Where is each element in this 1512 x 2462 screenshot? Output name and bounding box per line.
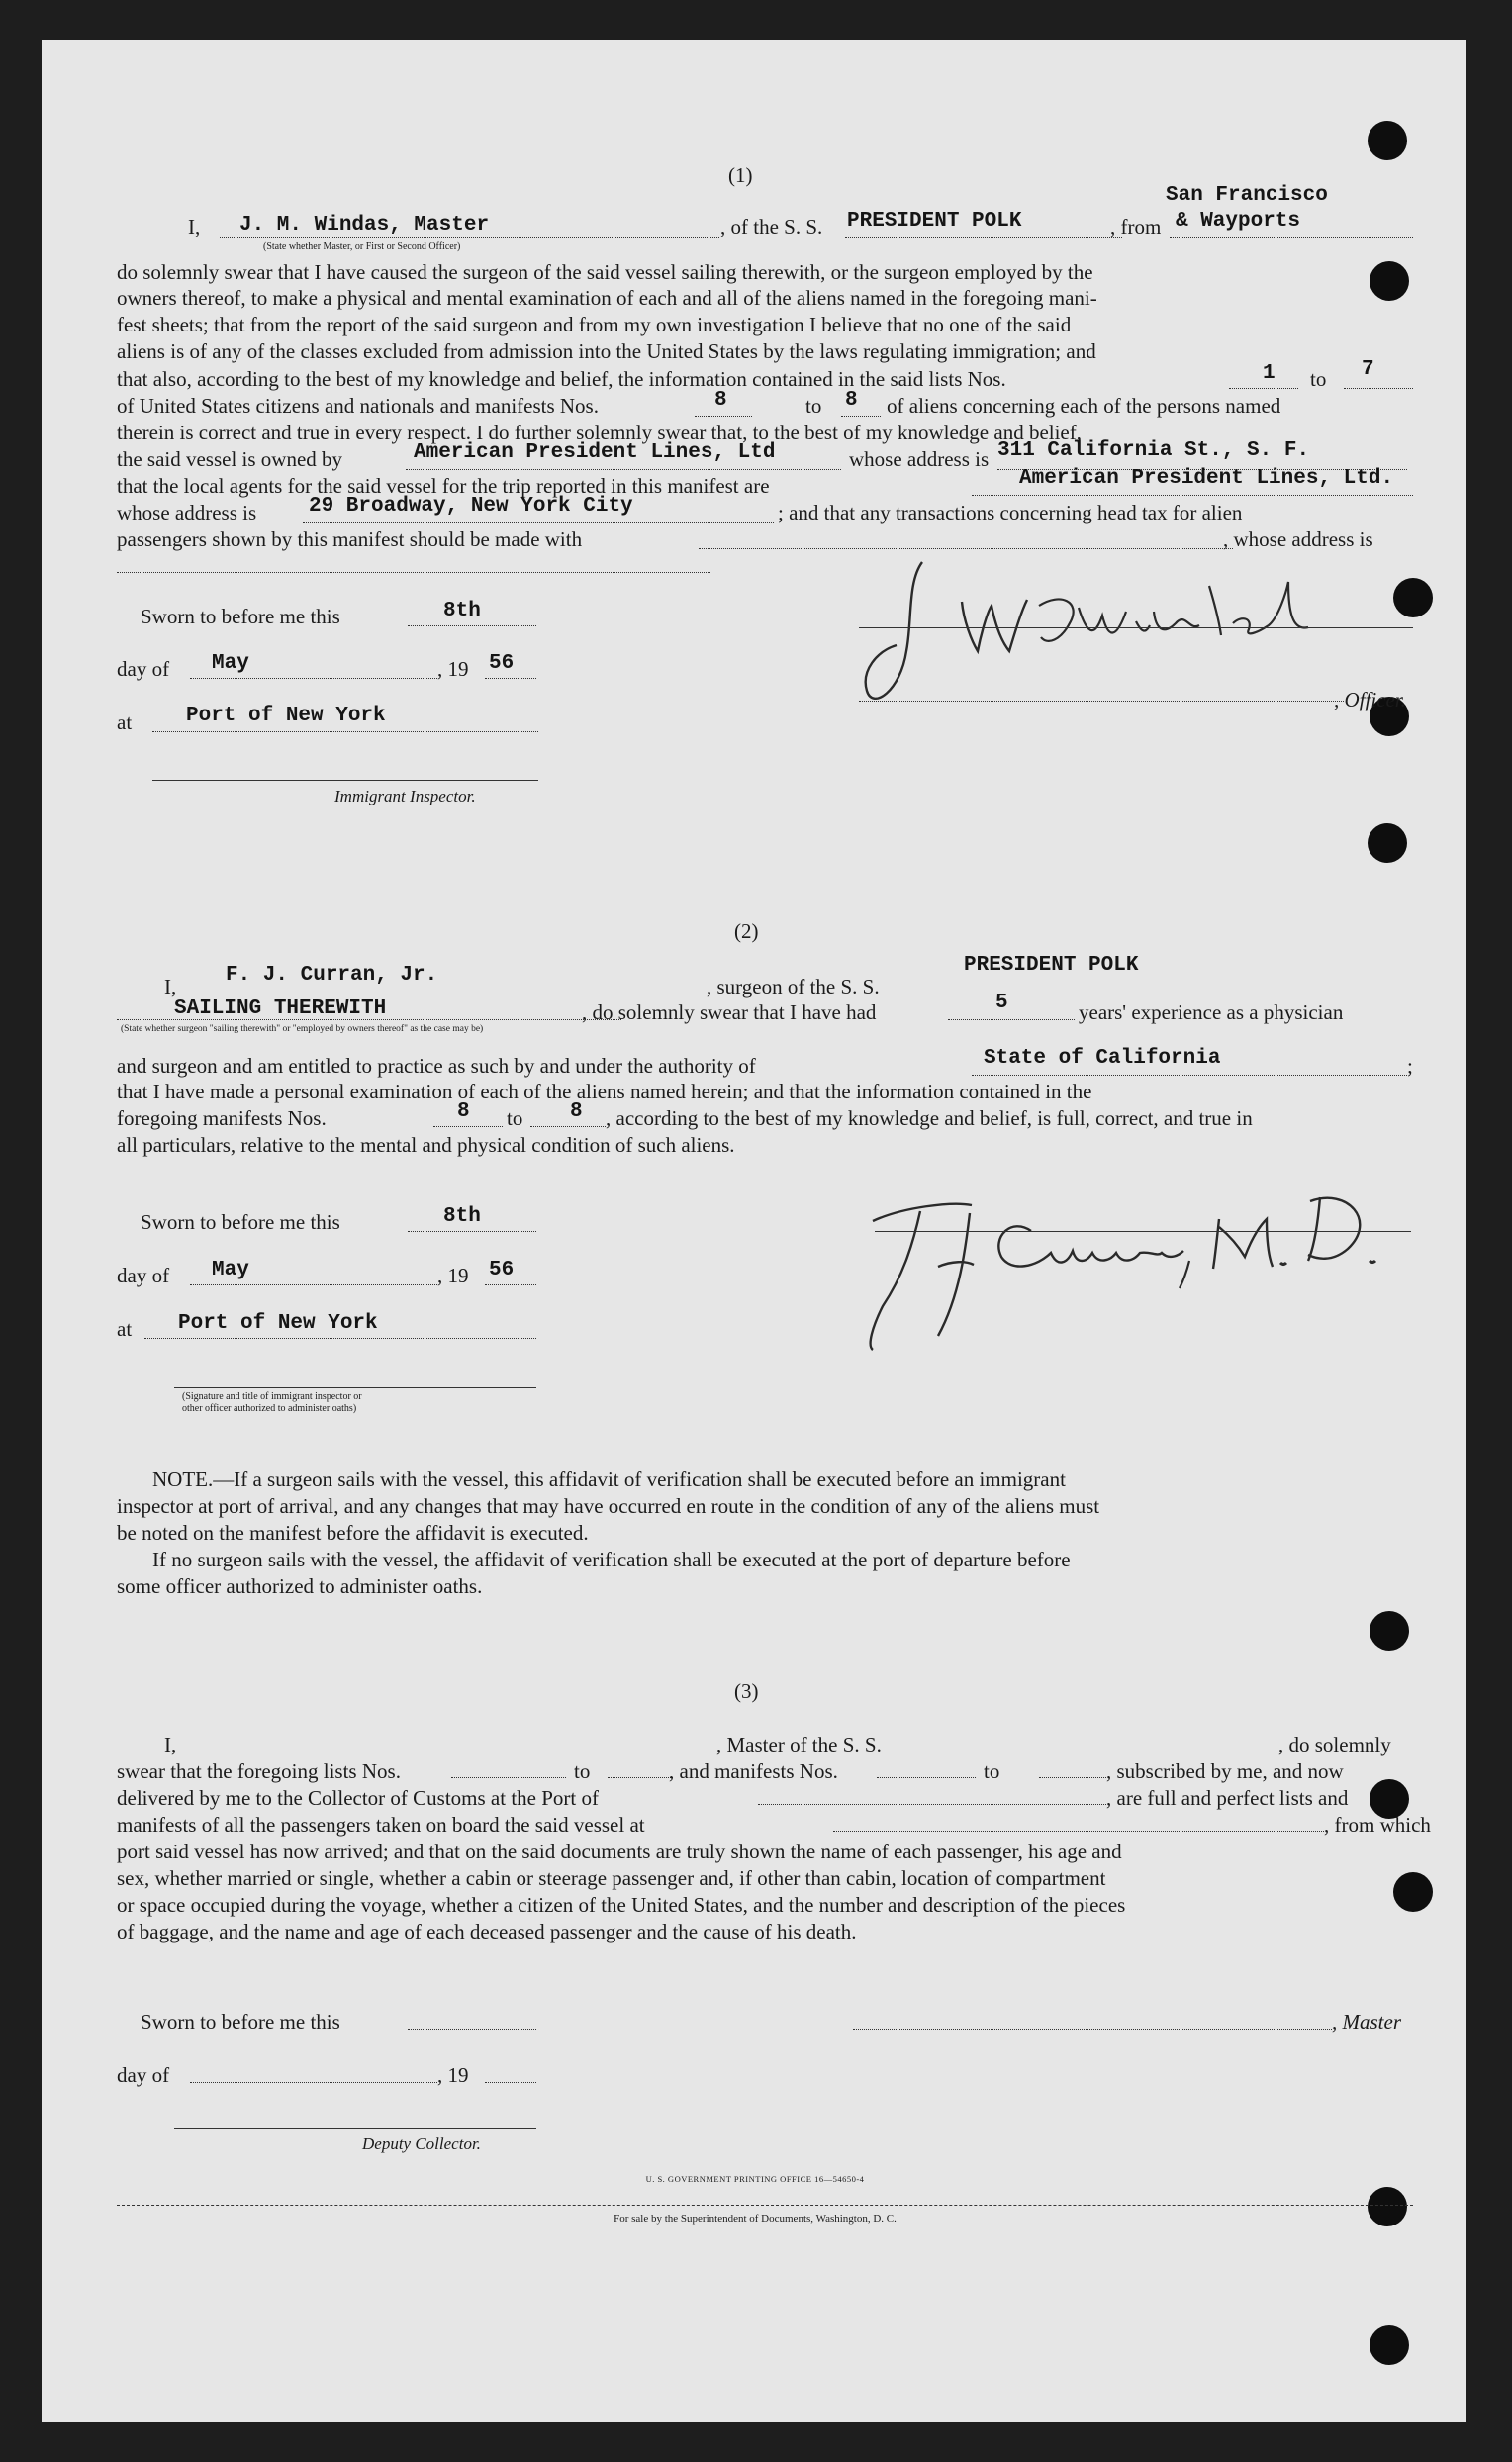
punch-hole [1368,2187,1407,2226]
swear-prefix: I, [188,215,201,238]
note-line: be noted on the manifest before the affidavit is executed. [117,1521,589,1545]
year-prefix: , 19 [437,657,469,681]
list-to: 7 [1362,358,1374,381]
full-lists-label: , are full and perfect lists and [1106,1786,1349,1810]
manifests-label: foregoing manifests Nos. [117,1106,327,1130]
swear-prefix: I, [164,975,177,998]
master-body-line: sex, whether married or single, whether a cabin or steerage passenger and, if other than cabin, location of compartment [117,1866,1106,1890]
to-label: to [574,1759,591,1783]
inspector-label: Immigrant Inspector. [334,787,476,805]
manifests-sentence: of United States citizens and nationals and manifests Nos. [117,394,599,418]
punch-hole [1370,1611,1409,1651]
note-line: some officer authorized to administer oaths. [117,1574,483,1598]
manifests-sentence-end: , according to the best of my knowledge and belief, is full, correct, and true in [606,1106,1253,1130]
head-tax-sentence: ; and that any transactions concerning head tax for alien [778,501,1243,524]
master-body-line: of baggage, and the name and age of each deceased passenger and the cause of his death. [117,1920,857,1943]
signature-hint: (Signature and title of immigrant inspector or [182,1391,362,1402]
vessel-name: PRESIDENT POLK [847,210,1022,233]
year-prefix: , 19 [437,1264,469,1287]
surgeon-body-line: that I have made a personal examination of each of the aliens named herein; and that the information contained in the [117,1080,1092,1103]
manifest-to-s2: 8 [570,1100,583,1123]
semicolon: ; [1407,1054,1413,1078]
port-from-line-2: & Wayports [1176,210,1301,233]
sworn-place: Port of New York [186,705,386,727]
master-body-line: or space occupied during the voyage, whether a citizen of the United States, and the number and description of the pieces [117,1893,1126,1917]
document-page [42,40,1466,2422]
master-label: , Master [1332,2010,1401,2034]
signature-hint: other officer authorized to administer oaths) [182,1403,357,1414]
day-of-label: day of [117,2063,170,2087]
sworn-month: May [212,652,249,675]
sworn-year: 56 [489,652,515,675]
of-the-ss-label: , of the S. S. [720,215,823,238]
section-3-heading: (3) [734,1679,759,1703]
gpo-imprint: U. S. GOVERNMENT PRINTING OFFICE 16—54650-4 [645,2174,865,2184]
master-of-label: , Master of the S. S. [716,1733,882,1756]
punch-hole [1370,2325,1409,2365]
do-swear-label: , do solemnly swear that I have had [582,1000,877,1024]
from-label: , from [1110,215,1162,238]
sworn-label: Sworn to before me this [141,1210,340,1234]
agents-label: that the local agents for the said vessel for the trip reported in this manifest are [117,474,770,498]
collector-label: Deputy Collector. [362,2134,481,2153]
sworn-label: Sworn to before me this [141,2010,340,2034]
affidavit-body-line: fest sheets; that from the report of the said surgeon and from my own investigation I believe that no one of the said [117,313,1072,336]
sworn-day-s2: 8th [443,1205,481,1228]
sailing-hint: (State whether surgeon "sailing therewith" or "employed by owners thereof" as the case may be) [121,1024,484,1034]
note-line: inspector at port of arrival, and any changes that may have occurred en route in the condition of any of the aliens must [117,1494,1100,1518]
affidavit-body-line: therein is correct and true in every respect. I do further solemnly swear that, to the best of my knowledge and belief, [117,421,1082,444]
surgeon-signature [843,1158,1417,1356]
do-solemnly-label: , do solemnly [1278,1733,1391,1756]
manifests-sentence-end: of aliens concerning each of the persons named [887,394,1281,418]
sworn-month-s2: May [212,1259,249,1281]
at-label: at [117,1317,133,1341]
note-line: If no surgeon sails with the vessel, the affidavit of verification shall be executed at the port of departure before [152,1548,1071,1571]
to-label: to [805,394,822,418]
taken-on-board-label: manifests of all the passengers taken on board the said vessel at [117,1813,645,1837]
to-label: to [1310,367,1327,391]
section-1-heading: (1) [728,163,753,187]
sale-notice: For sale by the Superintendent of Documents, Washington, D. C. [614,2213,897,2225]
day-of-label: day of [117,657,170,681]
lists-sentence: that also, according to the best of my knowledge and belief, the information contained in the said lists Nos. [117,367,1006,391]
owner-address-label: whose address is [849,447,990,471]
affidavit-body-line: owners thereof, to make a physical and mental examination of each and all of the aliens named in the foregoing mani- [117,286,1097,310]
swear-prefix: I, [164,1733,177,1756]
agent-address-label: whose address is [117,501,257,524]
years-experience: 5 [995,992,1008,1014]
collector-port-label: delivered by me to the Collector of Customs at the Port of [117,1786,599,1810]
manifest-to: 8 [845,389,858,412]
port-from-line-1: San Francisco [1166,184,1328,207]
from-which-label: , from which [1324,1813,1431,1837]
punch-hole [1368,823,1407,863]
sworn-day: 8th [443,600,481,622]
section-2-heading: (2) [734,919,759,943]
to-label: to [984,1759,1000,1783]
day-of-label: day of [117,1264,170,1287]
master-signature [853,542,1407,750]
year-prefix: , 19 [437,2063,469,2087]
surgeon-body-line: all particulars, relative to the mental and physical condition of such aliens. [117,1133,735,1157]
local-agents: American President Lines, Ltd. [1019,467,1394,490]
manifests-label: , and manifests Nos. [669,1759,838,1783]
officer-label: , Officer. [1334,688,1406,711]
master-hint: (State whether Master, or First or Second Officer) [263,241,461,252]
agent-address: 29 Broadway, New York City [309,495,633,518]
practice-authority: State of California [984,1047,1221,1070]
surgeon-of-label: , surgeon of the S. S. [707,975,880,998]
lists-label: swear that the foregoing lists Nos. [117,1759,401,1783]
subscribed-label: , subscribed by me, and now [1106,1759,1344,1783]
owner-label: the said vessel is owned by [117,447,343,471]
owner-address: 311 California St., S. F. [997,439,1310,462]
years-exp-label: years' experience as a physician [1079,1000,1344,1024]
affidavit-body-line: aliens is of any of the classes excluded from admission into the United States by the laws regulating immigration; and [117,339,1096,363]
whose-address-label: , whose address is [1223,527,1373,551]
vessel-name-s2: PRESIDENT POLK [964,954,1139,977]
vessel-owner: American President Lines, Ltd [414,441,776,464]
affidavit-body-line: do solemnly swear that I have caused the surgeon of the said vessel sailing therewith, or the surgeon employed by the [117,260,1093,284]
sworn-year-s2: 56 [489,1259,515,1281]
sworn-place-s2: Port of New York [178,1312,378,1335]
authority-label: and surgeon and am entitled to practice as such by and under the authority of [117,1054,756,1078]
note-line: NOTE.—If a surgeon sails with the vessel, this affidavit of verification shall be executed before an immigrant [152,1468,1066,1491]
punch-hole [1368,121,1407,160]
master-body-line: port said vessel has now arrived; and that on the said documents are truly shown the name of each passenger, his age and [117,1840,1122,1863]
at-label: at [117,710,133,734]
list-from: 1 [1263,362,1276,385]
surgeon-name: F. J. Curran, Jr. [226,964,438,987]
manifest-from: 8 [714,389,727,412]
manifest-from-s2: 8 [457,1100,470,1123]
master-name: J. M. Windas, Master [239,214,490,237]
sailing-status: SAILING THEREWITH [174,997,387,1020]
to-label: to [507,1106,523,1130]
sworn-label: Sworn to before me this [141,605,340,628]
head-tax-sentence-2: passengers shown by this manifest should be made with [117,527,583,551]
